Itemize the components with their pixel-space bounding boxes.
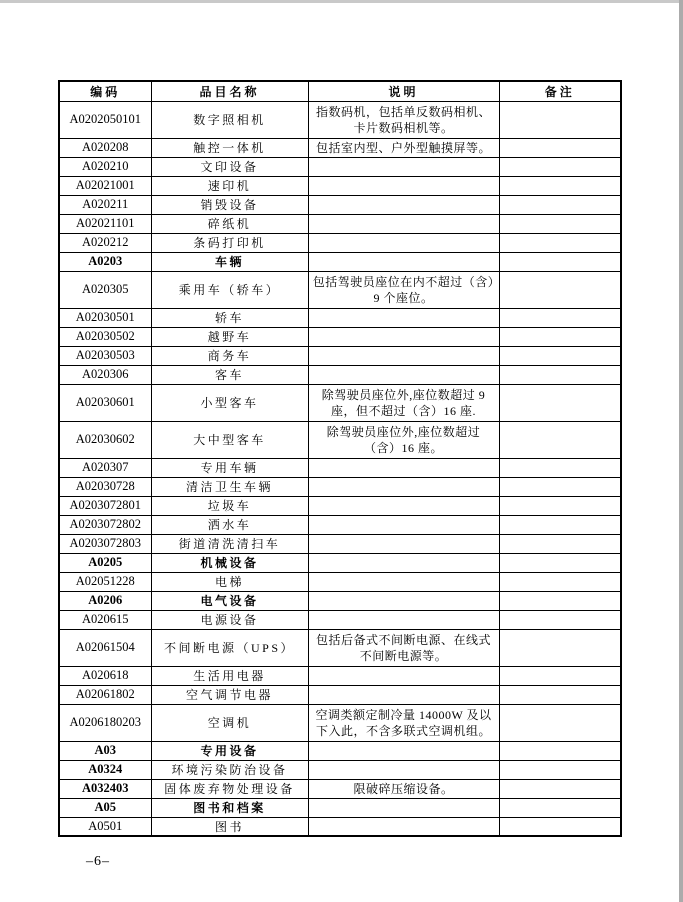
cell-code: A05 xyxy=(59,798,151,817)
cell-item-name: 商务车 xyxy=(151,346,308,365)
cell-item-name: 速印机 xyxy=(151,176,308,195)
table-row xyxy=(59,685,621,704)
page-number: –6– xyxy=(86,854,110,869)
cell-description: 空调类额定制冷量 14000W 及以下入此，不含多联式空调机组。 xyxy=(308,704,499,741)
cell-description: 包括驾驶员座位在内不超过（含）9 个座位。 xyxy=(308,271,499,308)
cell-item-name: 电气设备 xyxy=(151,591,308,610)
cell-remark xyxy=(499,685,621,704)
cell-description xyxy=(308,176,499,195)
cell-description xyxy=(308,515,499,534)
cell-description xyxy=(308,327,499,346)
cell-description xyxy=(308,798,499,817)
table-row xyxy=(59,214,621,233)
cell-item-name: 文印设备 xyxy=(151,157,308,176)
table-row xyxy=(59,477,621,496)
table-row xyxy=(59,610,621,629)
scan-edge-top xyxy=(0,0,683,3)
cell-code: A02021001 xyxy=(59,176,151,195)
cell-description xyxy=(308,553,499,572)
cell-description: 除驾驶员座位外,座位数超过 9 座，但不超过（含）16 座. xyxy=(308,384,499,421)
cell-item-name: 清洁卫生车辆 xyxy=(151,477,308,496)
cell-item-name: 条码打印机 xyxy=(151,233,308,252)
table-row xyxy=(59,365,621,384)
cell-description xyxy=(308,685,499,704)
cell-item-name: 不间断电源（UPS） xyxy=(151,629,308,666)
cell-item-name: 越野车 xyxy=(151,327,308,346)
cell-description xyxy=(308,233,499,252)
cell-code: A0206 xyxy=(59,591,151,610)
cell-item-name: 大中型客车 xyxy=(151,421,308,458)
cell-description xyxy=(308,477,499,496)
table-row xyxy=(59,195,621,214)
table-row xyxy=(59,817,621,836)
cell-item-name: 车辆 xyxy=(151,252,308,271)
cell-description xyxy=(308,760,499,779)
cell-code: A020208 xyxy=(59,138,151,157)
cell-description: 包括后备式不间断电源、在线式不间断电源等。 xyxy=(308,629,499,666)
cell-code: A032403 xyxy=(59,779,151,798)
cell-description xyxy=(308,666,499,685)
cell-remark xyxy=(499,779,621,798)
cell-remark xyxy=(499,741,621,760)
cell-remark xyxy=(499,101,621,138)
cell-item-name: 图书 xyxy=(151,817,308,836)
cell-description xyxy=(308,365,499,384)
cell-remark xyxy=(499,704,621,741)
cell-remark xyxy=(499,327,621,346)
cell-remark xyxy=(499,496,621,515)
cell-item-name: 电梯 xyxy=(151,572,308,591)
cell-description xyxy=(308,458,499,477)
cell-code: A0203 xyxy=(59,252,151,271)
cell-item-name: 空调机 xyxy=(151,704,308,741)
cell-remark xyxy=(499,271,621,308)
table-row xyxy=(59,534,621,553)
cell-item-name: 专用设备 xyxy=(151,741,308,760)
cell-code: A020211 xyxy=(59,195,151,214)
cell-description xyxy=(308,610,499,629)
table-row xyxy=(59,308,621,327)
cell-code: A020306 xyxy=(59,365,151,384)
cell-remark xyxy=(499,798,621,817)
cell-code: A02030501 xyxy=(59,308,151,327)
cell-item-name: 数字照相机 xyxy=(151,101,308,138)
cell-code: A020307 xyxy=(59,458,151,477)
cell-description: 指数码机，包括单反数码相机、卡片数码相机等。 xyxy=(308,101,499,138)
cell-remark xyxy=(499,629,621,666)
cell-item-name: 图书和档案 xyxy=(151,798,308,817)
cell-remark xyxy=(499,365,621,384)
cell-item-name: 销毁设备 xyxy=(151,195,308,214)
header-item-name: 品目名称 xyxy=(151,81,308,101)
cell-item-name: 乘用车（轿车） xyxy=(151,271,308,308)
cell-description xyxy=(308,157,499,176)
cell-item-name: 轿车 xyxy=(151,308,308,327)
cell-description: 除驾驶员座位外,座位数超过（含）16 座。 xyxy=(308,421,499,458)
cell-code: A02061504 xyxy=(59,629,151,666)
table-row xyxy=(59,346,621,365)
cell-remark xyxy=(499,252,621,271)
table-row xyxy=(59,157,621,176)
cell-item-name: 碎纸机 xyxy=(151,214,308,233)
cell-code: A03 xyxy=(59,741,151,760)
cell-code: A02030602 xyxy=(59,421,151,458)
cell-code: A0203072803 xyxy=(59,534,151,553)
table-row xyxy=(59,704,621,741)
cell-description xyxy=(308,496,499,515)
cell-remark xyxy=(499,384,621,421)
cell-item-name: 固体废弃物处理设备 xyxy=(151,779,308,798)
table-row xyxy=(59,421,621,458)
cell-description xyxy=(308,308,499,327)
cell-remark xyxy=(499,157,621,176)
cell-remark xyxy=(499,572,621,591)
cell-remark xyxy=(499,176,621,195)
cell-item-name: 环境污染防治设备 xyxy=(151,760,308,779)
cell-description xyxy=(308,572,499,591)
cell-remark xyxy=(499,666,621,685)
table-row xyxy=(59,233,621,252)
cell-remark xyxy=(499,138,621,157)
table-row xyxy=(59,741,621,760)
cell-remark xyxy=(499,534,621,553)
table-row xyxy=(59,327,621,346)
table-row xyxy=(59,629,621,666)
cell-description xyxy=(308,591,499,610)
cell-code: A02021101 xyxy=(59,214,151,233)
scan-edge-right xyxy=(679,0,683,902)
table-row xyxy=(59,572,621,591)
cell-remark xyxy=(499,214,621,233)
table-row xyxy=(59,553,621,572)
cell-code: A02030601 xyxy=(59,384,151,421)
table-row xyxy=(59,666,621,685)
cell-description xyxy=(308,817,499,836)
cell-remark xyxy=(499,515,621,534)
table-row xyxy=(59,101,621,138)
table-row xyxy=(59,384,621,421)
cell-code: A0203072802 xyxy=(59,515,151,534)
table-body xyxy=(59,101,621,836)
table-row xyxy=(59,176,621,195)
cell-remark xyxy=(499,233,621,252)
cell-code: A02051228 xyxy=(59,572,151,591)
cell-item-name: 客车 xyxy=(151,365,308,384)
cell-description xyxy=(308,741,499,760)
cell-remark xyxy=(499,458,621,477)
cell-item-name: 触控一体机 xyxy=(151,138,308,157)
cell-description: 包括室内型、户外型触摸屏等。 xyxy=(308,138,499,157)
cell-code: A0206180203 xyxy=(59,704,151,741)
table-row xyxy=(59,138,621,157)
cell-item-name: 机械设备 xyxy=(151,553,308,572)
cell-item-name: 洒水车 xyxy=(151,515,308,534)
cell-item-name: 街道清洗清扫车 xyxy=(151,534,308,553)
cell-remark xyxy=(499,421,621,458)
cell-item-name: 专用车辆 xyxy=(151,458,308,477)
cell-code: A0205 xyxy=(59,553,151,572)
cell-remark xyxy=(499,553,621,572)
cell-code: A02030503 xyxy=(59,346,151,365)
cell-code: A020212 xyxy=(59,233,151,252)
cell-code: A020615 xyxy=(59,610,151,629)
header-remark: 备注 xyxy=(499,81,621,101)
cell-code: A0203072801 xyxy=(59,496,151,515)
header-code: 编码 xyxy=(59,81,151,101)
cell-remark xyxy=(499,760,621,779)
table-row xyxy=(59,252,621,271)
cell-description: 限破碎压缩设备。 xyxy=(308,779,499,798)
table-row xyxy=(59,458,621,477)
table-row xyxy=(59,515,621,534)
cell-description xyxy=(308,195,499,214)
cell-description xyxy=(308,214,499,233)
cell-remark xyxy=(499,308,621,327)
table-row xyxy=(59,779,621,798)
cell-remark xyxy=(499,477,621,496)
cell-code: A02030502 xyxy=(59,327,151,346)
cell-code: A0501 xyxy=(59,817,151,836)
cell-remark xyxy=(499,591,621,610)
table-row xyxy=(59,496,621,515)
table-row xyxy=(59,760,621,779)
table-row xyxy=(59,798,621,817)
cell-code: A0202050101 xyxy=(59,101,151,138)
cell-code: A020305 xyxy=(59,271,151,308)
cell-remark xyxy=(499,817,621,836)
cell-code: A0324 xyxy=(59,760,151,779)
cell-code: A020618 xyxy=(59,666,151,685)
cell-description xyxy=(308,252,499,271)
cell-description xyxy=(308,534,499,553)
cell-code: A02061802 xyxy=(59,685,151,704)
cell-remark xyxy=(499,195,621,214)
cell-code: A02030728 xyxy=(59,477,151,496)
cell-item-name: 小型客车 xyxy=(151,384,308,421)
cell-remark xyxy=(499,610,621,629)
cell-description xyxy=(308,346,499,365)
cell-code: A020210 xyxy=(59,157,151,176)
cell-item-name: 电源设备 xyxy=(151,610,308,629)
header-description: 说明 xyxy=(308,81,499,101)
table-row xyxy=(59,591,621,610)
cell-remark xyxy=(499,346,621,365)
cell-item-name: 空气调节电器 xyxy=(151,685,308,704)
table-row xyxy=(59,271,621,308)
table-header-row xyxy=(59,81,621,101)
cell-item-name: 垃圾车 xyxy=(151,496,308,515)
procurement-catalog-table xyxy=(58,80,622,837)
cell-item-name: 生活用电器 xyxy=(151,666,308,685)
